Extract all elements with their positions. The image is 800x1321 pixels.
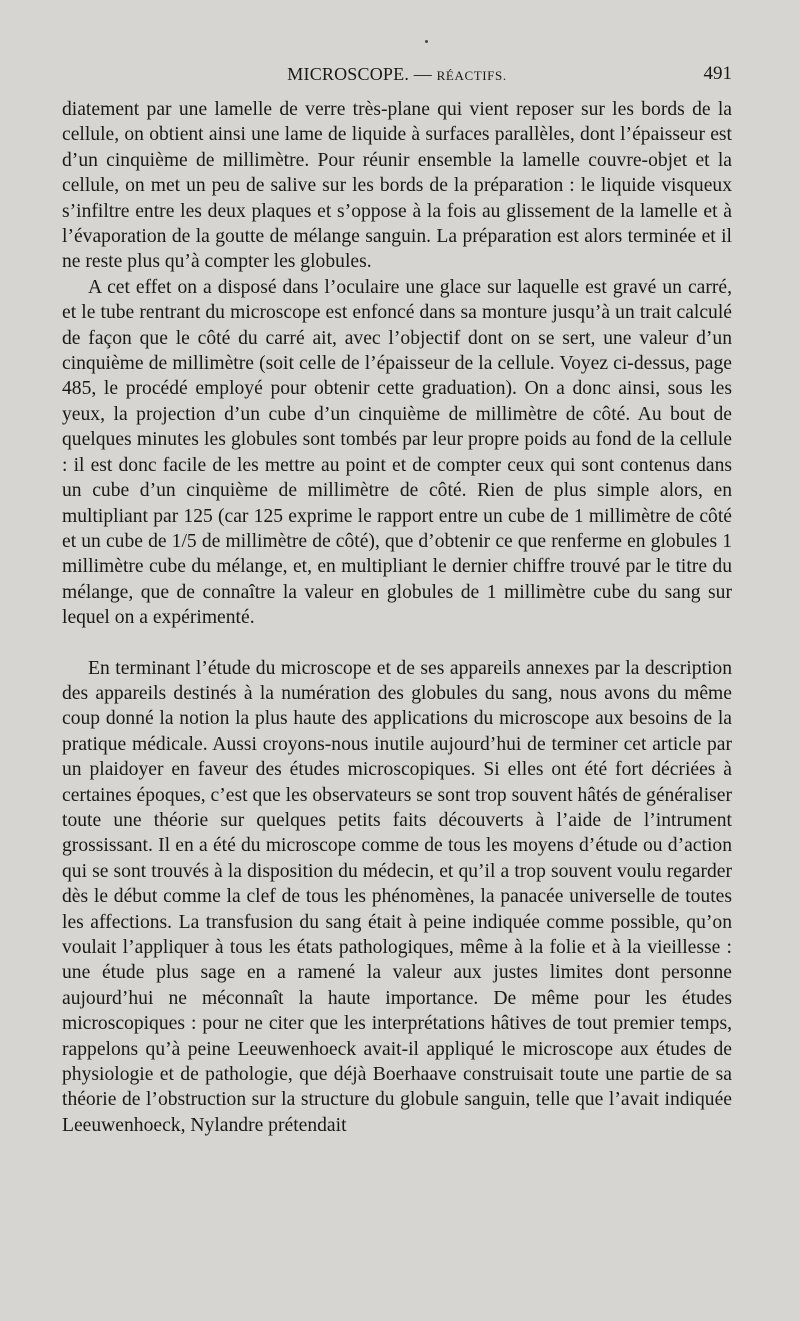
running-header: [62, 60, 732, 88]
page-number: 491: [703, 63, 732, 84]
running-title-sub: RÉACTIFS.: [436, 68, 507, 83]
dust-speck: [425, 40, 428, 43]
paragraph: A cet effet on a disposé dans l’oculaire une glace sur laquelle est gravé un carré, et le tube rentrant du microscope est enfoncé dans sa monture jusqu’à un trait calculé de façon que le côté du carré ait, avec l’objectif dont on se sert, une valeur d’un cinquième de millimètre (soit celle de l’épaisseur de la cellule. Voyez ci-dessus, page 485, le procédé employé pour obtenir cette graduation). On a donc ainsi, sous les yeux, la projection d’un cube d’un cinquième de millimètre de côté. Au bout de quelques minutes les globules sont tombés par leur propre poids au fond de la cellule : il est donc facile de les mettre au point et de compter ceux qui sont contenus dans un cube d’un cinquième de millimètre de côté. Rien de plus simple alors, en multipliant par 125 (car 125 exprime le rapport entre un cube de 1 millimètre de côté et un cube de 1/5 de millimètre de côté), que d’obtenir ce que renferme en globules 1 millimètre cube du mélange, et, en multipliant le dernier chiffre trouvé par le titre du mélange, que de connaître la valeur en globules de 1 millimètre cube du sang sur lequel on a expérimenté.: [62, 276, 732, 629]
paragraph-continued: diatement par une lamelle de verre très-plane qui vient reposer sur les bords de la cellule, on obtient ainsi une lame de liquide à surfaces parallèles, dont l’épaisseur est d’un cinquième de millimètre. Pour réunir ensemble la lamelle couvre-objet et la cellule, on met un peu de salive sur les bords de la préparation : le liquide visqueux s’infiltre entre les deux plaques et s’oppose à la fois au glissement de la lamelle et à l’évaporation de la goutte de mélange sanguin. La préparation est alors terminée et il ne reste plus qu’à compter les globules.: [62, 99, 732, 273]
running-title-main: MICROSCOPE.: [287, 64, 410, 84]
running-title: [62, 60, 732, 90]
running-title-separator: —: [413, 64, 432, 84]
paragraph: En terminant l’étude du microscope et de ses appareils annexes par la description des appareils destinés à la numération des globules du sang, nous avons du même coup donné la notion la plus haute des applications du microscope aux besoins de la pratique médicale. Aussi croyons-nous inutile aujourd’hui de terminer cet article par un plaidoyer en faveur des études microscopiques. Si elles ont été fort décriées à certaines époques, c’est que les observateurs se sont trop souvent hâtés de généraliser toute une théorie sur quelques petits faits découverts à l’aide de l’intrument grossissant. Il en a été du microscope comme de tous les moyens d’étude ou d’action qui se sont trouvés à la disposition du médecin, et qu’il a trop souvent voulu regarder dès le début comme la clef de tous les phénomènes, la panacée universelle de toutes les affections. La transfusion du sang était à peine indiquée comme possible, qu’on voulait l’appliquer à tous les états pathologiques, même à la folie et à la vieillesse : une étude plus sage en a ramené la valeur aux justes limites dont personne aujourd’hui ne méconnaît la haute importance. De même pour les études microscopiques : pour ne citer que les interprétations hâtives de tout premier temps, rappelons qu’à peine Leeuwenhoeck avait-il appliqué le microscope aux études de physiologie et de pathologie, que déjà Boerhaave construisait toute une partie de sa théorie de l’obstruction sur la structure du globule sanguin, telle que l’avait indiquée Leeuwenhoeck, Nylandre prétendait: [62, 657, 732, 1136]
body-text: [62, 97, 732, 1138]
